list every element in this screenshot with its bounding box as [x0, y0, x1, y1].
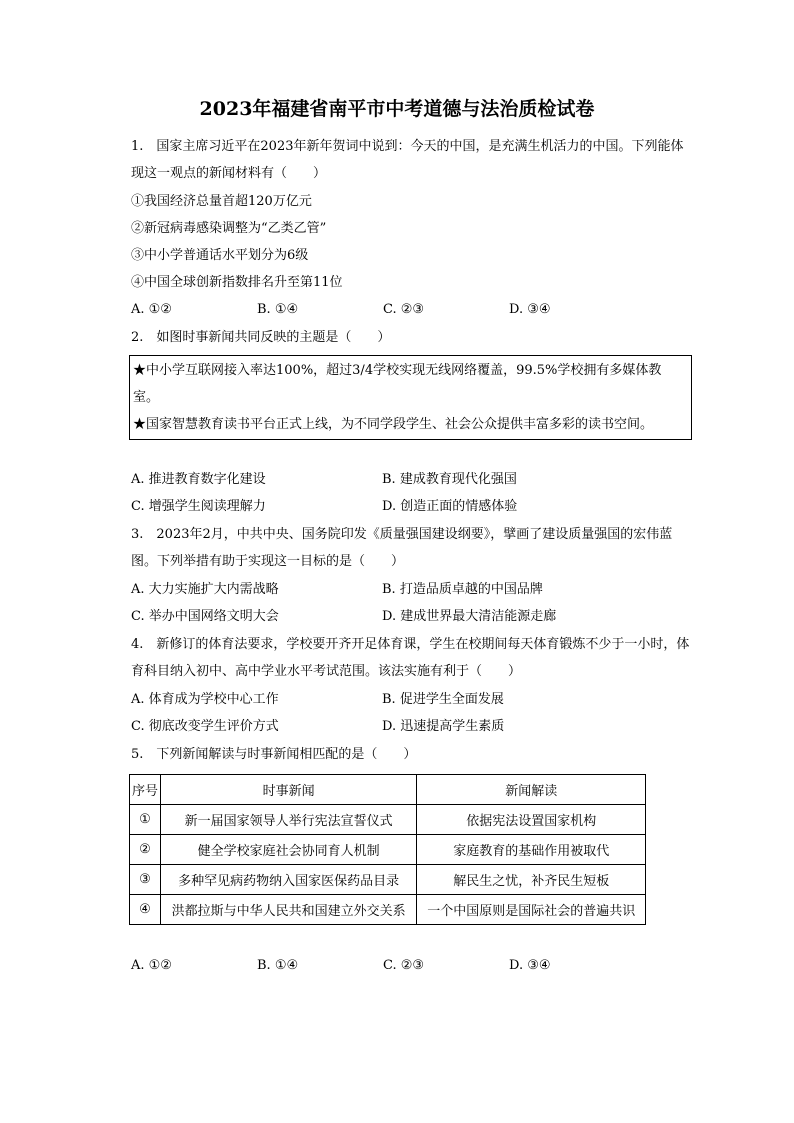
question-1-options	[131, 301, 691, 319]
question-3-stem: 3. 2023年2月，中共中央、国务院印发《质量强国建设纲要》，擘画了建设质量强国的宏伟蓝图。下列举措有助于实现这一目标的是（ ）	[131, 527, 673, 569]
news-cell: 多种罕见病药物纳入国家医保药品目录	[160, 865, 417, 895]
interpretation-cell: 依据宪法设置国家机构	[417, 805, 646, 835]
news-cell: 洪都拉斯与中华人民共和国建立外交关系	[160, 895, 417, 925]
question-4-options-row-1	[131, 691, 691, 709]
table-row	[130, 835, 646, 865]
option-c[interactable]: C. 彻底改变学生评价方式	[131, 719, 279, 734]
row-number: ②	[130, 835, 161, 865]
question-2-stem: 2. 如图时事新闻共同反映的主题是（ ）	[131, 330, 391, 345]
option-d[interactable]: D. ③④	[509, 302, 551, 317]
option-a[interactable]: A. 推进教育数字化建设	[131, 472, 266, 487]
question-5-stem: 5. 下列新闻解读与时事新闻相匹配的是（ ）	[131, 747, 417, 762]
option-a[interactable]: A. 体育成为学校中心工作	[131, 692, 279, 707]
question-1-item: ③中小学普通话水平划分为6级	[131, 248, 309, 263]
news-box	[129, 355, 692, 440]
news-table	[129, 774, 646, 925]
option-b[interactable]: B. 建成教育现代化强国	[382, 472, 517, 487]
question-3-options-row-2	[131, 608, 691, 626]
option-c[interactable]: C. 增强学生阅读理解力	[131, 499, 266, 514]
news-cell: 健全学校家庭社会协同育人机制	[160, 835, 417, 865]
news-cell: 新一届国家领导人举行宪法宣誓仪式	[160, 805, 417, 835]
question-5-options	[131, 957, 691, 975]
row-number: ①	[130, 805, 161, 835]
row-number: ③	[130, 865, 161, 895]
column-header: 时事新闻	[160, 775, 417, 805]
option-b[interactable]: B. ①④	[257, 958, 299, 973]
news-item: ★国家智慧教育读书平台正式上线，为不同学段学生、社会公众提供丰富多彩的读书空间。	[133, 417, 654, 432]
question-1-stem: 1. 国家主席习近平在2023年新年贺词中说到：今天的中国，是充满生机活力的中国。下列能体现这一观点的新闻材料有（ ）	[131, 139, 684, 181]
option-c[interactable]: C. 举办中国网络文明大会	[131, 609, 279, 624]
option-d[interactable]: D. 迅速提高学生素质	[382, 719, 505, 734]
table-row	[130, 805, 646, 835]
interpretation-cell: 一个中国原则是国际社会的普遍共识	[417, 895, 646, 925]
option-b[interactable]: B. 打造品质卓越的中国品牌	[382, 582, 543, 597]
page-title: 2023年福建省南平市中考道德与法治质检试卷	[199, 98, 595, 120]
question-4-options-row-2	[131, 718, 691, 736]
option-d[interactable]: D. 建成世界最大清洁能源走廊	[382, 609, 557, 624]
table-row	[130, 895, 646, 925]
row-number: ④	[130, 895, 161, 925]
option-d[interactable]: D. 创造正面的情感体验	[382, 499, 518, 514]
option-a[interactable]: A. 大力实施扩大内需战略	[131, 582, 279, 597]
interpretation-cell: 解民生之忧，补齐民生短板	[417, 865, 646, 895]
question-1-item: ②新冠病毒感染调整为“乙类乙管”	[131, 221, 327, 236]
question-4-stem: 4. 新修订的体育法要求，学校要开齐开足体育课，学生在校期间每天体育锻炼不少于一小时，体育科目纳入初中、高中学业水平考试范围。该法实施有利于（ ）	[131, 637, 690, 679]
question-2-options-row-1	[131, 471, 691, 489]
news-item: ★中小学互联网接入率达100%，超过3/4学校实现无线网络覆盖，99.5%学校拥有多媒体教室。	[133, 363, 662, 405]
column-header: 序号	[130, 775, 161, 805]
question-2-options-row-2	[131, 498, 691, 516]
column-header: 新闻解读	[417, 775, 646, 805]
option-b[interactable]: B. ①④	[257, 302, 299, 317]
question-3-options-row-1	[131, 581, 691, 599]
option-a[interactable]: A. ①②	[131, 302, 172, 317]
option-d[interactable]: D. ③④	[509, 958, 551, 973]
interpretation-cell: 家庭教育的基础作用被取代	[417, 835, 646, 865]
option-c[interactable]: C. ②③	[383, 302, 425, 317]
table-row	[130, 865, 646, 895]
option-b[interactable]: B. 促进学生全面发展	[382, 692, 504, 707]
table-header-row	[130, 775, 646, 805]
question-1-item: ④中国全球创新指数排名升至第11位	[131, 275, 343, 290]
option-c[interactable]: C. ②③	[383, 958, 425, 973]
question-1-item: ①我国经济总量首超120万亿元	[131, 194, 312, 209]
option-a[interactable]: A. ①②	[131, 958, 172, 973]
